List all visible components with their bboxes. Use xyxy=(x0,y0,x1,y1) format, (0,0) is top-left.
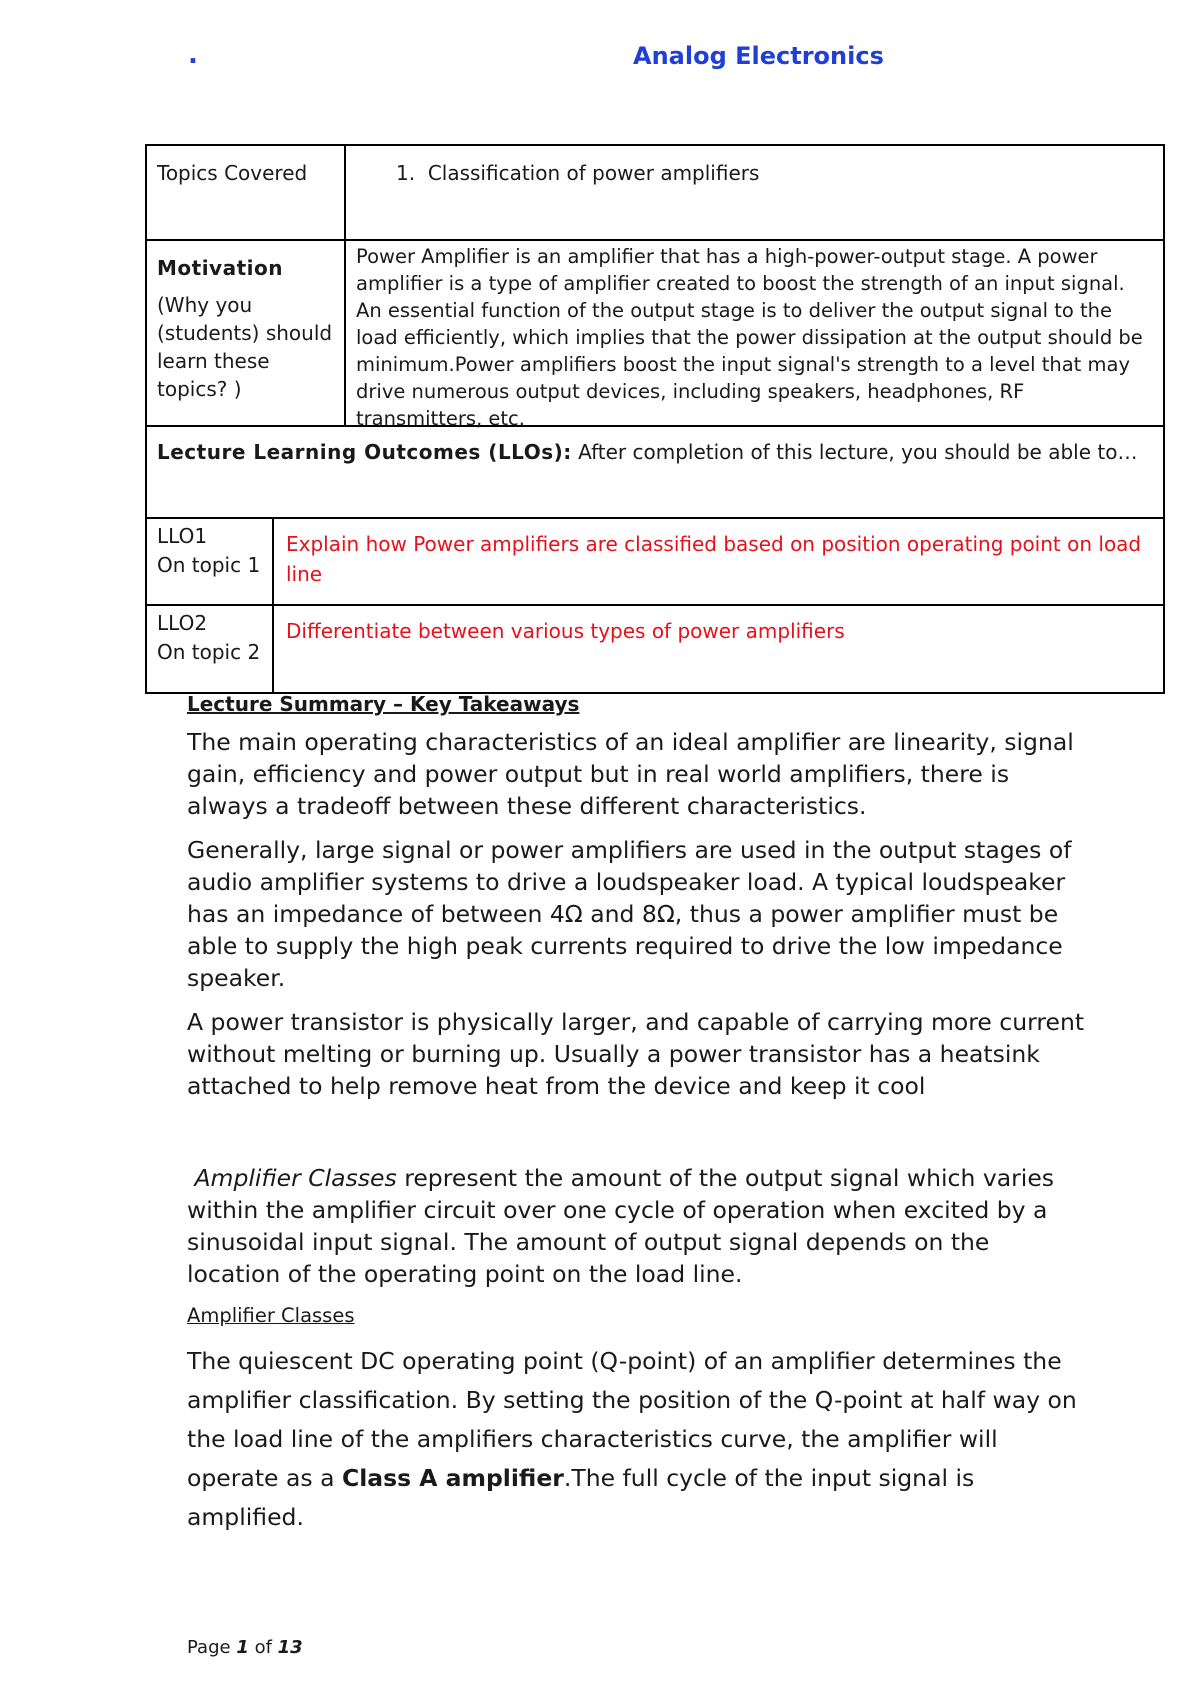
amplifier-classes-heading: Amplifier Classes xyxy=(187,1304,355,1327)
amplifier-classes-text: represent the amount of the output signal which varies within the amplifier circuit over one cycle of operation when excited by a sinusoidal input signal. The amount of output signal depends on the location of the operating point on the load line. xyxy=(187,1164,1055,1288)
document-title: Analog Electronics xyxy=(633,42,884,70)
summary-paragraph xyxy=(187,1162,1087,1290)
q-point-text: The quiescent DC operating point (Q-point) of an amplifier determines the amplifier classification. By setting the position of the Q-point at half way on the load line of the amplifiers characteristics curve, the amplifier will operate as a xyxy=(187,1347,1077,1492)
topics-list xyxy=(346,146,1163,239)
llo-row xyxy=(147,606,1163,692)
motivation-text: Power Amplifier is an amplifier that has a high-power-output stage. A power amplifier is a type of amplifier created to boost the strength of an input signal. An essential function of the output stage is to deliver the output signal to the load efficiently, which implies that the power dissipation at the output should be minimum.Power amplifiers boost the input signal's strength to a level that may drive numerous output devices, including speakers, headphones, RF transmitters, etc. xyxy=(356,245,1143,430)
motivation-title: Motivation xyxy=(157,256,283,280)
llo-topic: On topic 1 xyxy=(157,553,261,577)
summary-section xyxy=(187,690,1087,1549)
llo-header xyxy=(157,437,1137,507)
topics-item: Classification of power amplifiers xyxy=(427,161,760,185)
q-point-text-end: .The full cycle of the input signal is amplified. xyxy=(187,1464,975,1531)
llo-id: LLO2 xyxy=(157,611,208,635)
llo-text: Differentiate between various types of power amplifiers xyxy=(286,619,845,643)
llo-text: Explain how Power amplifiers are classified based on position operating point on load line xyxy=(286,532,1142,586)
llo-id: LLO1 xyxy=(157,524,208,548)
topics-label: Topics Covered xyxy=(147,146,346,239)
summary-paragraph xyxy=(187,1342,1087,1537)
llo-id-cell xyxy=(147,519,274,604)
llo-id-cell xyxy=(147,606,274,692)
motivation-row xyxy=(147,241,1163,430)
llo-header-row xyxy=(147,427,1163,519)
summary-paragraph: The main operating characteristics of an ideal amplifier are linearity, signal gain, efficiency and power output but in real world amplifiers, there is always a tradeoff between these different characteristics. xyxy=(187,728,1074,820)
header-dot: . xyxy=(188,40,198,70)
llo-header-bold: Lecture Learning Outcomes (LLOs): xyxy=(157,440,572,464)
amplifier-classes-italic: Amplifier Classes xyxy=(194,1164,397,1192)
motivation-subtitle: (Why you (students) should learn these topics? ) xyxy=(157,293,333,401)
class-a-bold: Class A amplifier xyxy=(341,1464,564,1492)
lecture-info-table xyxy=(145,144,1165,694)
page-of-label: of xyxy=(248,1637,278,1658)
llo-header-rest: After completion of this lecture, you should be able to… xyxy=(571,440,1138,464)
page-number xyxy=(187,1637,303,1658)
summary-paragraph: Generally, large signal or power amplifiers are used in the output stages of audio amplifier systems to drive a loudspeaker load. A typical loudspeaker has an impedance of between 4Ω and 8Ω, thus a power amplifier must be able to supply the high peak currents required to drive the low impedance speaker. xyxy=(187,836,1072,992)
summary-paragraph: A power transistor is physically larger, and capable of carrying more current without melting or burning up. Usually a power transistor has a heatsink attached to help remove heat from the device and keep it cool xyxy=(187,1008,1085,1100)
page-current: 1 xyxy=(236,1637,249,1658)
llo-topic: On topic 2 xyxy=(157,640,261,664)
topics-row xyxy=(147,146,1163,241)
topics-number: 1. xyxy=(396,161,416,185)
page-label: Page xyxy=(187,1637,237,1658)
summary-heading: Lecture Summary – Key Takeaways xyxy=(187,692,580,716)
llo-row xyxy=(147,519,1163,606)
page-total: 13 xyxy=(277,1637,303,1658)
motivation-cell xyxy=(147,241,346,425)
